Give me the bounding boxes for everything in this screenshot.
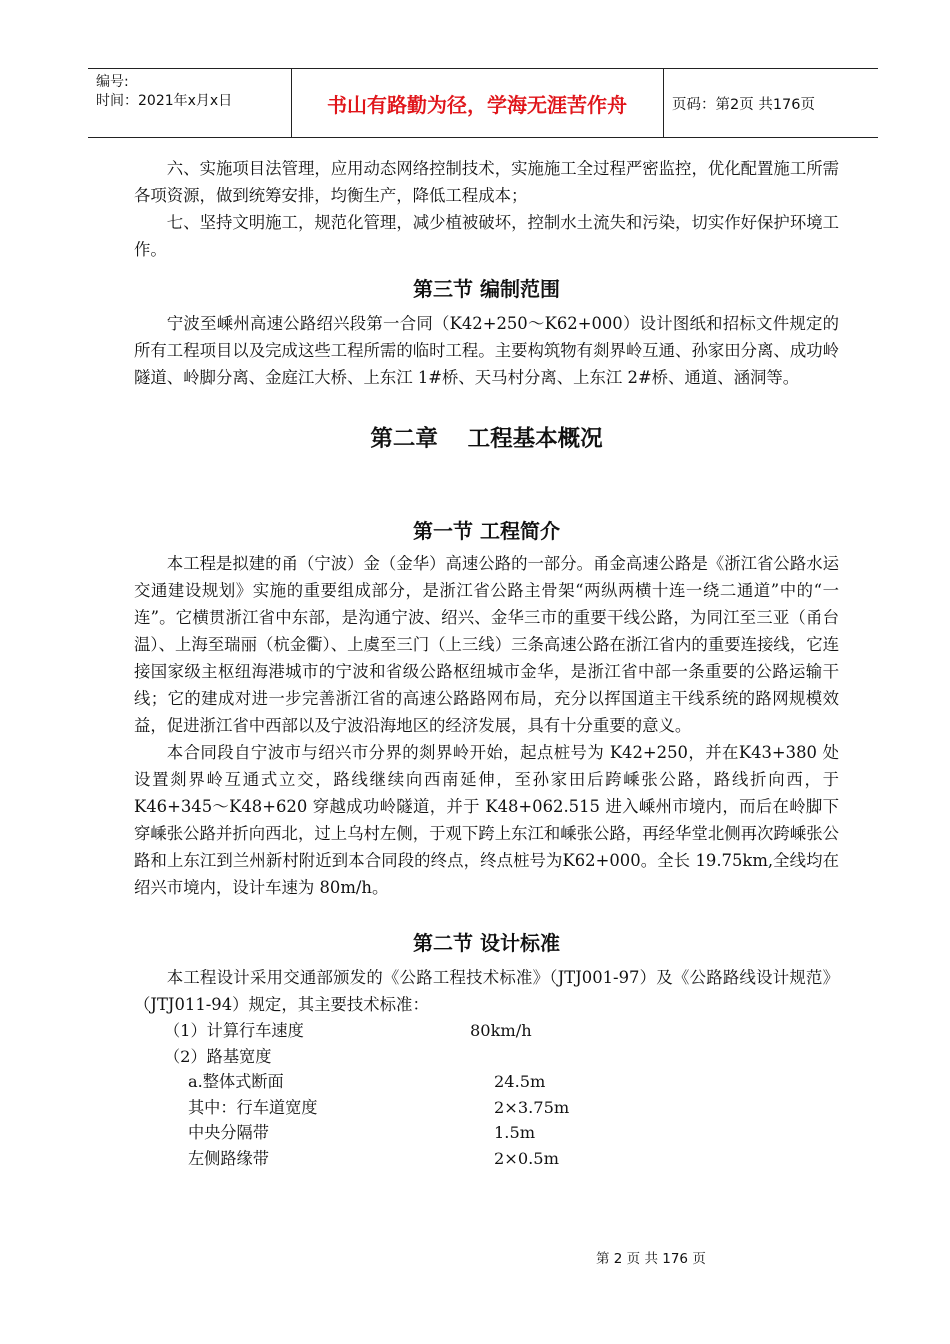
document-body <box>134 155 839 1171</box>
paragraph-item-6: 六、实施项目法管理，应用动态网络控制技术，实施施工全过程严密监控，优化配置施工所需各项资源，做到统筹安排，均衡生产，降低工程成本； <box>134 159 839 205</box>
spec-label: （2）路基宽度 <box>164 1046 272 1066</box>
spec-value: 2×3.75m <box>494 1097 570 1117</box>
doc-time-label: 时间：2021年x月x日 <box>96 93 233 109</box>
section-heading: 第三节 编制范围 <box>413 277 560 301</box>
paragraph-route: 本合同段自宁波市与绍兴市分界的剡界岭开始，起点桩号为 K42+250，并在K43+380 处设置剡界岭互通式立交，路线继续向西南延伸，至孙家田后跨嵊张公路，路线折向西，于 K46+345～K48+620 穿越成功岭隧道，并于 K48+062.515 进入嵊州市境内，而后在岭脚下穿嵊张公路并折向西北，过上乌村左侧，于观下跨上东江和嵊张公路，再经华堂北侧再次跨嵊张公路和上东江到兰州新村附近到本合同段的终点，终点桩号为K62+000。全长 19.75km,全线均在绍兴市境内，设计车速为 80m/h。 <box>134 743 839 897</box>
chapter-heading: 第二章 工程基本概况 <box>370 426 603 452</box>
spec-list <box>164 1018 839 1171</box>
section-heading: 第二节 设计标准 <box>413 931 560 955</box>
paragraph-standards-intro: 本工程设计采用交通部颁发的《公路工程技术标准》（JTJ001-97）及《公路路线设计规范》（JTJ011-94）规定，其主要技术标准： <box>134 968 839 1014</box>
doc-number-label: 编号: <box>96 74 129 90</box>
header-page-info: 页码：第2页 共176页 <box>672 96 816 113</box>
spec-row <box>164 1146 839 1172</box>
spec-value: 24.5m <box>494 1072 546 1091</box>
header-meta <box>96 73 288 111</box>
spec-row <box>164 1018 839 1044</box>
spec-value: 80km/h <box>470 1021 532 1040</box>
paragraph-scope: 宁波至嵊州高速公路绍兴段第一合同（K42+250～K62+000）设计图纸和招标文件规定的所有工程项目以及完成这些工程所需的临时工程。主要构筑物有剡界岭互通、孙家田分离、成功岭隧道、岭脚分离、金庭江大桥、上东江 1#桥、天马村分离、上东江 2#桥、通道、涵洞等。 <box>134 314 839 387</box>
page-footer: 第 2 页 共 176 页 <box>596 1251 706 1267</box>
page-header <box>88 68 878 138</box>
spec-label: （1）计算行车速度 <box>164 1021 304 1040</box>
spec-label: 其中：行车道宽度 <box>188 1097 318 1117</box>
spec-value: 1.5m <box>494 1123 536 1142</box>
header-divider <box>663 69 664 137</box>
spec-label: a.整体式断面 <box>188 1072 284 1091</box>
spec-value: 2×0.5m <box>494 1148 559 1168</box>
spec-label: 左侧路缘带 <box>188 1148 269 1168</box>
spec-label: 中央分隔带 <box>188 1123 269 1142</box>
paragraph-item-7: 七、坚持文明施工，规范化管理，减少植被破坏，控制水土流失和污染，切实作好保护环境工作。 <box>134 213 839 259</box>
header-motto: 书山有路勤为径，学海无涯苦作舟 <box>327 92 627 117</box>
spec-row <box>164 1069 839 1095</box>
spec-row <box>164 1044 839 1070</box>
spec-row <box>164 1120 839 1146</box>
section-heading: 第一节 工程简介 <box>413 519 560 543</box>
spec-row <box>164 1095 839 1121</box>
paragraph-overview: 本工程是拟建的甬（宁波）金（金华）高速公路的一部分。甬金高速公路是《浙江省公路水运交通建设规划》实施的重要组成部分，是浙江省公路主骨架“两纵两横十连一绕二通道”中的“一连”。它横贯浙江省中东部，是沟通宁波、绍兴、金华三市的重要干线公路，为同江至三亚（甬台温）、上海至瑞丽（杭金衢）、上虞至三门（上三线）三条高速公路在浙江省内的重要连接线，它连接国家级主枢纽海港城市的宁波和省级公路枢纽城市金华，是浙江省中部一条重要的公路运输干线；它的建成对进一步完善浙江省的高速公路路网布局，充分以挥国道主干线系统的路网规模效益，促进浙江省中西部以及宁波沿海地区的经济发展，具有十分重要的意义。 <box>134 554 839 735</box>
